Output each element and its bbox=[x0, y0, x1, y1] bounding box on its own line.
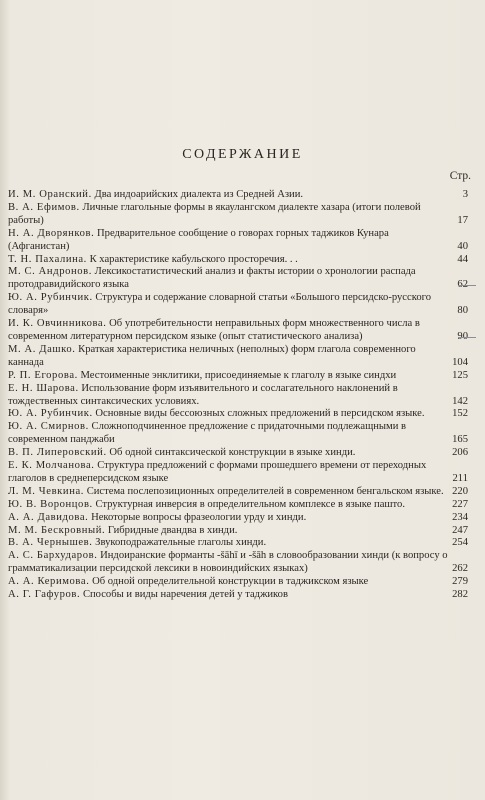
toc-entry bbox=[8, 370, 474, 383]
toc-entry bbox=[8, 344, 474, 370]
toc-title: Основные виды бессоюзных сложных предложений в персидском языке. bbox=[95, 408, 425, 420]
toc-author: М. С. Андронов. bbox=[8, 266, 92, 278]
toc-author: М. М. Бескровный. bbox=[8, 524, 106, 536]
page-column-header: Стр. bbox=[449, 170, 471, 182]
toc-author: В. А. Чернышев. bbox=[8, 537, 93, 549]
toc-author: А. А. Керимова. bbox=[8, 576, 90, 588]
toc-page-number: 262 bbox=[452, 563, 468, 575]
toc-entry bbox=[8, 589, 474, 602]
page-title: СОДЕРЖАНИЕ bbox=[182, 147, 303, 162]
toc-entry bbox=[8, 537, 474, 550]
toc-author: А. Г. Гафуров. bbox=[8, 589, 81, 601]
toc-page-number: 104 bbox=[452, 356, 468, 368]
toc-title: Структура и содержание словарной статьи «Большого персидско-русского словаря» bbox=[8, 292, 431, 317]
toc-author: Е. Н. Шарова. bbox=[8, 382, 79, 394]
toc-page-number: 142 bbox=[452, 395, 468, 407]
toc-entry bbox=[8, 486, 474, 499]
toc-entry bbox=[8, 318, 474, 344]
toc-title: Об одной определительной конструкции в таджикском языке bbox=[92, 576, 369, 588]
toc-entry bbox=[8, 202, 474, 228]
toc-entry bbox=[8, 254, 474, 267]
toc-title: Об употребительности неправильных форм множественного числа в современном литературном персидском языке (опыт статистического анализа) bbox=[8, 318, 420, 342]
toc-title: Способы и виды наречения детей у таджиков bbox=[82, 589, 288, 601]
toc-title: Гибридные двандва в хинди. bbox=[107, 524, 238, 536]
toc-entry bbox=[8, 421, 474, 447]
toc-entry bbox=[8, 550, 474, 576]
toc-page-number: 234 bbox=[452, 511, 468, 523]
toc-page-number: 44 bbox=[457, 253, 468, 265]
toc-title: Некоторые вопросы фразеологии урду и хинди. bbox=[91, 511, 307, 523]
pencil-mark bbox=[458, 337, 476, 338]
toc-title: Звукоподражательные глаголы хинди. bbox=[95, 537, 267, 549]
toc-entry bbox=[8, 383, 474, 409]
toc-entry bbox=[8, 512, 474, 525]
toc-title: Личные глагольные формы в якаулангском диалекте хазара (итоги полевой работы) bbox=[8, 201, 421, 226]
toc-page-number: 152 bbox=[452, 408, 468, 420]
toc-author: А. С. Бархударов. bbox=[8, 550, 98, 562]
toc-entry bbox=[8, 499, 474, 512]
toc-author: Ю. А. Смирнов. bbox=[8, 421, 89, 433]
toc-author: Т. Н. Пахалина. bbox=[8, 253, 87, 265]
toc-entry bbox=[8, 576, 474, 589]
toc-title: Структурная инверсия в определительном комплексе в языке пашто. bbox=[95, 498, 405, 510]
toc-page-number: 125 bbox=[452, 369, 468, 381]
toc-page-number: 227 bbox=[452, 498, 468, 510]
toc-page-number: 220 bbox=[452, 485, 468, 497]
toc-author: М. А. Дашко. bbox=[8, 343, 76, 355]
toc-title: Структура предложений с формами прошедшего времени от переходных глаголов в среднеперсидском языке bbox=[8, 460, 427, 484]
toc-author: Л. М. Чевкина. bbox=[8, 485, 85, 497]
toc-entry bbox=[8, 189, 474, 202]
toc-author: И. К. Овчинникова. bbox=[8, 318, 107, 330]
toc-entry bbox=[8, 292, 474, 318]
toc-author: Р. П. Егорова. bbox=[8, 369, 78, 381]
toc-author: Ю. В. Воронцов. bbox=[8, 498, 93, 510]
toc-entry bbox=[8, 525, 474, 538]
toc-entry bbox=[8, 266, 474, 292]
toc-page-number: 211 bbox=[452, 472, 468, 484]
toc-page-number: 254 bbox=[452, 537, 468, 549]
toc-page-number: 206 bbox=[452, 447, 468, 459]
toc-author: В. П. Липеровский. bbox=[8, 447, 107, 459]
toc-entry bbox=[8, 447, 474, 460]
toc-entry bbox=[8, 408, 474, 421]
toc-title: Два индоарийских диалекта из Средней Азии. bbox=[94, 189, 304, 200]
toc-title: Сложноподчиненное предложение с придаточными подлежащными в современном панджаби bbox=[8, 421, 407, 446]
toc-title: Использование форм изъявительного и сослагательного наклонений в тождественных синтаксических условиях. bbox=[8, 382, 398, 407]
toc-title: Местоименные энклитики, присоединяемые к глаголу в языке синдхи bbox=[80, 369, 397, 381]
toc-page-number: 247 bbox=[452, 524, 468, 536]
toc-title: Краткая характеристика неличных (неполных) форм глагола современного каннада bbox=[8, 343, 416, 368]
toc-title: К характеристике кабульского просторечия. . . bbox=[89, 253, 298, 265]
toc-page-number: 80 bbox=[457, 305, 468, 317]
toc-entry bbox=[8, 228, 474, 254]
pencil-mark bbox=[458, 285, 476, 286]
toc-page-number: 3 bbox=[462, 189, 468, 200]
toc-author: Ю. А. Рубинчик. bbox=[8, 292, 93, 304]
toc-author: В. А. Ефимов. bbox=[8, 201, 80, 213]
toc-author: А. А. Давидова. bbox=[8, 511, 89, 523]
toc-author: Ю. А. Рубинчик. bbox=[8, 408, 93, 420]
toc-title: Лексикостатистический анализ и факты истории о хронологии распада протодравидийского языка bbox=[8, 266, 416, 291]
toc-page-number: 40 bbox=[457, 240, 468, 252]
table-of-contents bbox=[8, 189, 474, 602]
toc-page-number: 17 bbox=[457, 214, 468, 226]
toc-author: Е. К. Молчанова. bbox=[8, 460, 95, 472]
toc-title: Система послепозиционных определителей в современном бенгальском языке. bbox=[86, 485, 444, 497]
toc-page-number: 279 bbox=[452, 576, 468, 588]
toc-page-number: 165 bbox=[452, 434, 468, 446]
toc-page-number: 282 bbox=[452, 589, 468, 601]
toc-author: И. М. Оранский. bbox=[8, 189, 92, 200]
toc-title: Предварительное сообщение о говорах горных таджиков Кунара (Афганистан) bbox=[8, 227, 389, 252]
toc-title: Индоиранские форманты -šāhī и -šāh в словообразовании хинди (к вопросу о грамматикализации персидской лексики в новоиндийских языках) bbox=[8, 550, 448, 575]
toc-title: Об одной синтаксической конструкции в языке хинди. bbox=[109, 447, 356, 459]
toc-author: Н. А. Дворянков. bbox=[8, 227, 95, 239]
toc-entry bbox=[8, 460, 474, 486]
